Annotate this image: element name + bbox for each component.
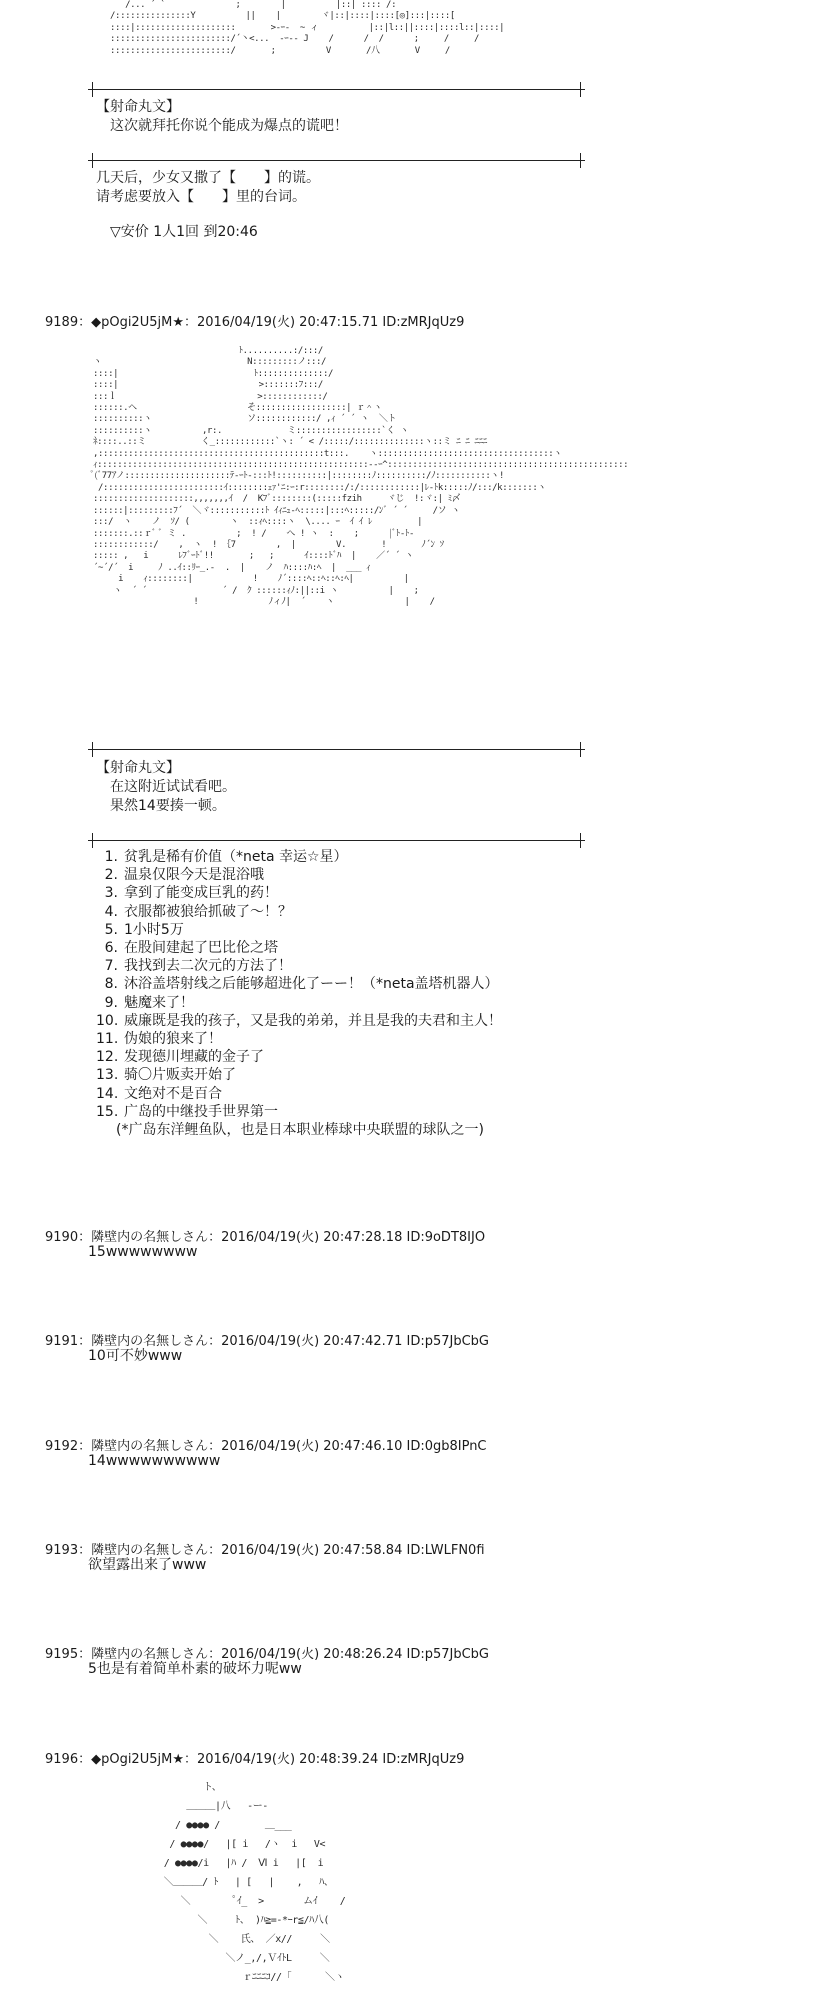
vote-instruction: ▽安价 1人1回 到20:46: [110, 224, 258, 240]
list-item: 5. 1小时5万: [104, 921, 184, 938]
ascii-art-dragon: ﾄ..........:/:::/ ヽ N:::::::::ノ:::/ ::::| ﾄ::::::::::::::/ ::::| >:::::::ﾌ:::/ :::ｌ >::::::::::::/ ::::::.ヘ そ::::::::::::::::::| ｒ＾ヽ ::::::::::ヽ ソ::::::::::::/ ,ｨ ´ ´ ヽ ＼ト ::::::::::ヽ ,r:. ミ:::::::::::::::::`く ヽ ﾈ::::..::ミ く_::::::::::::`ヽ: ´ < /:::::/::::::::::::::ヽ::ミ ﾆ ﾆ ﾆﾆﾆ ,:::::::::::::::::::::::::::::::::::::::::::::t:::. ヽ:::::::::::::::::::::::::::::::::::ヽ ｨ::::::::::::::::::::::::::::::::::::::::::::::::::::::--ｰ^:::::::::::::::::::::::::::::::::::::::::::::::: ﾟ(ﾞ77ｱノ:::::::::::::::::::::ﾃ-ｰﾄ-:::ﾄ!::::::::::|::::::::ﾉ::::::::::/ﾉ:::::::::::ヽ! /::::::::::::::::::::::::ｲ::::::::ｪｧ'ﾆ:ｰ:r::::::::/:/::::::::::::|ﾚ-ﾄk:::::ﾉ/:::/k:::::::ヽ ::::::::::::::::::::,,,,,,,ｲ / Kﾌﾞ::::::::(:::::fzih ヾじ !:ヾ:| ﾐ〆 ::::::|:::::::::ﾌ´ ＼ヾ:::::::::::ﾄ ｲｨﾆｭ-ﾍ:::::|:::ﾍ:::::/ﾝﾞ ´ ´ /ソ ヽ :::/ ヽ ノ ｿ/ ( ヽ ::ｨﾍ::::ヽ \.... ｰ ｲ ｲ ﾚ | :::::::.::ｒﾞ ﾞ ミ . ; ! / へ ! ヽ : ; |ﾞﾄ-ﾄ- ::::::::::::/ , ヽ ! ｛7 , | V. ! ﾉ´ﾝ ｿ ::::: , i ﾚﾌﾞｰﾄﾞ!! ; ; ｲ::::ﾄﾞﾊ | ／´ ´ ヽ ´~´/´ i ﾉ ..ｲ::ﾘｰ_.- . | ノ ﾊ::::ﾊ:ﾍ | ___ ｨ i ｨ::::::::| ! ﾉ´::::ﾍ::ﾍ::ﾍ:ﾍ| | ヽ ´ ´ ´ / ｸ ::::::ｨﾉ:||::i ヽ | ; ! ﾉィﾉ| ´ ヽ | /: [88, 346, 629, 607]
divider: [88, 840, 585, 841]
post-body: 10可不妙www: [88, 1348, 183, 1364]
list-item: 10. 威廉既是我的孩子，又是我的弟弟，并且是我的夫君和主人！: [96, 1012, 502, 1029]
ascii-art-character: ト、 ＿＿＿|八 -ー- / ●●●● / ＿___ / ●●●●/ |[ i /ヽ i V< / ●●●●/i |ﾊ / Ⅵ i |[ i ＼＿＿＿/ ﾄ | [ | , ﾊ、 ＼ ﾟｲ_ > ムｲ / ＼ ﾄ、 )ﾊ≧=-*ｰr≦/ﾊ八( ＼ 氏、 ／x// ＼ ＼ノ_,/,ＶｲﾄL ＼ ｒﾆﾆﾆｺ//「 ＼ヽ: [163, 1782, 346, 1983]
list-item: 15. 广岛的中继投手世界第一: [96, 1103, 278, 1120]
narration-line: 几天后，少女又撒了【 】的谎。: [96, 170, 320, 186]
post-body: 15wwwwwwww: [88, 1244, 198, 1260]
post-header: 9195：隣壁内の名無しさん：2016/04/19(火) 20:48:26.24 ID:p57JbCbG: [45, 1647, 489, 1662]
post-header: 9191：隣壁内の名無しさん：2016/04/19(火) 20:47:42.71 ID:p57JbCbG: [45, 1334, 489, 1349]
list-item: 2. 温泉仅限今天是混浴哦: [104, 867, 264, 884]
divider: [88, 160, 585, 161]
list-item: 12. 发现德川埋藏的金子了: [96, 1049, 264, 1066]
divider: [88, 89, 585, 90]
list-item: 1. 贫乳是稀有价值（*neta 幸运☆星）: [104, 849, 348, 865]
narration-line: 请考虑要放入【 】里的台词。: [96, 189, 306, 205]
list-item: 8. 沐浴盖塔射线之后能够超进化了ーー！（*neta盖塔机器人）: [104, 976, 499, 993]
list-item: 7. 我找到去二次元的方法了！: [104, 958, 292, 975]
dialogue-line: 果然14要揍一顿。: [110, 798, 226, 814]
list-item: 11. 伪娘的狼来了！: [96, 1031, 222, 1048]
dialogue-line: 在这附近试试看吧。: [110, 779, 236, 795]
list-item: 4. 衣服都被狼给抓破了～！？: [104, 903, 292, 920]
post-body: 5也是有着简单朴素的破坏力呢ww: [88, 1661, 302, 1677]
divider: [88, 749, 585, 750]
post-header: 9196：◆pOgi2U5jM★：2016/04/19(火) 20:48:39.24 ID:zMRJqUz9: [45, 1752, 465, 1767]
post-body: 14wwwwwwwwww: [88, 1453, 221, 1469]
post-header: 9189：◆pOgi2U5jM★：2016/04/19(火) 20:47:15.71 ID:zMRJqUz9: [45, 315, 465, 330]
speaker-label: 【射命丸文】: [96, 760, 180, 776]
list-item: 13. 骑〇片贩卖开始了: [96, 1067, 236, 1084]
post-header: 9193：隣壁内の名無しさん：2016/04/19(火) 20:47:58.84 ID:LWLFN0fi: [45, 1543, 485, 1558]
option-list: [96, 848, 502, 1139]
list-item: 9. 魅魔来了！: [104, 994, 194, 1011]
list-item: 14. 文绝对不是百合: [96, 1085, 222, 1102]
list-item: 3. 拿到了能变成巨乳的药！: [104, 885, 278, 902]
list-note: (*广岛东洋鲤鱼队，也是日本职业棒球中央联盟的球队之一): [116, 1122, 484, 1139]
speaker-label: 【射命丸文】: [96, 99, 180, 115]
post-header: 9192：隣壁内の名無しさん：2016/04/19(火) 20:47:46.10 ID:0gb8IPnC: [45, 1439, 487, 1454]
ascii-art-top: /... ´ ` ; | |::| :::: /: /:::::::::::::::Y || | ヾ|::|::::|::::[◎]:::|::::[ ::::|:::::::::::::::::::: >-ｰ- ~ ィ |::|l::||::::|::::l::|::::| ::::::::::::::::::::::::/´丶<... -ｰ-- J / / / ; / / ::::::::::::::::::::::::/ ; V /八 V /: [110, 0, 505, 56]
post-body: 欲望露出来了www: [88, 1557, 207, 1573]
post-header: 9190：隣壁内の名無しさん：2016/04/19(火) 20:47:28.18 ID:9oDT8IJO: [45, 1230, 486, 1245]
dialogue-line: 这次就拜托你说个能成为爆点的谎吧！: [110, 118, 348, 134]
list-item: 6. 在股间建起了巴比伦之塔: [104, 940, 278, 957]
